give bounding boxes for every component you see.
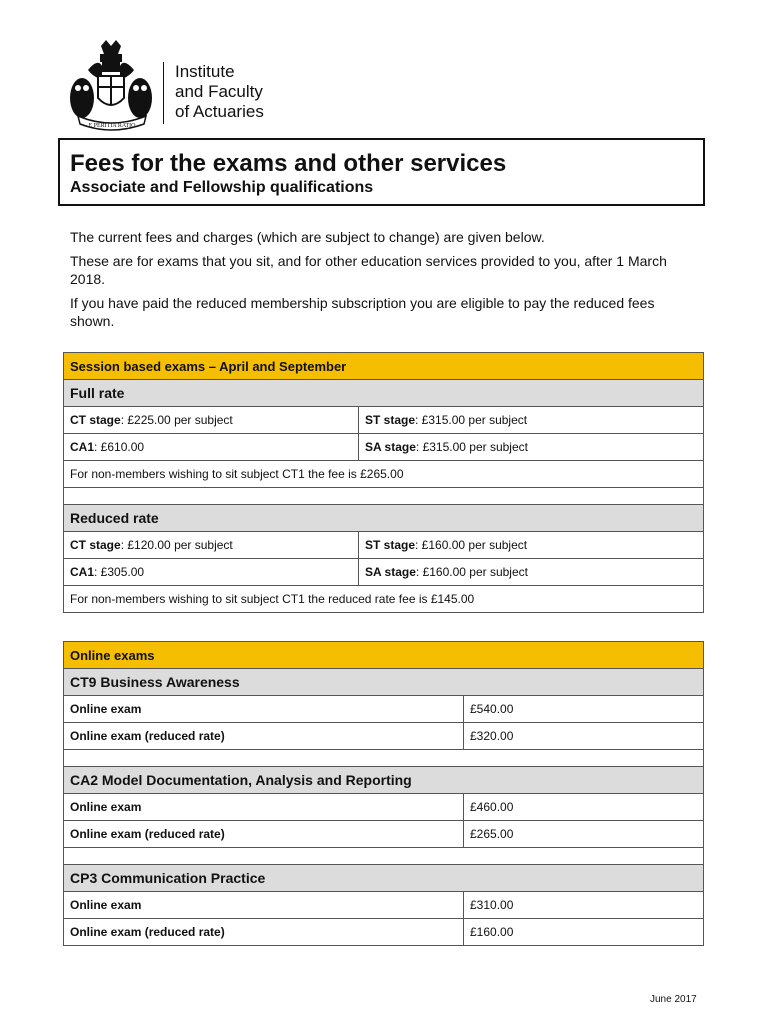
table-row bbox=[64, 586, 704, 613]
fee-label: Online exam (reduced rate) bbox=[64, 821, 464, 848]
logo-divider bbox=[163, 62, 164, 124]
online-exams-table bbox=[63, 641, 704, 946]
fee-value: : £120.00 per subject bbox=[120, 538, 233, 552]
fee-label: CT stage bbox=[70, 538, 121, 552]
fee-cell bbox=[359, 407, 704, 434]
fee-cell bbox=[64, 407, 359, 434]
table-row bbox=[64, 505, 704, 532]
subsection-heading: CP3 Communication Practice bbox=[64, 865, 704, 892]
motto-text: E PERITIA RATIO bbox=[88, 123, 136, 129]
footer-date: June 2017 bbox=[650, 994, 697, 1005]
table-row bbox=[64, 488, 704, 505]
spacer-cell bbox=[64, 750, 704, 767]
table-row bbox=[64, 696, 704, 723]
fee-cell bbox=[359, 559, 704, 586]
fee-cell bbox=[64, 559, 359, 586]
table-row bbox=[64, 669, 704, 696]
table-row bbox=[64, 892, 704, 919]
table-row bbox=[64, 353, 704, 380]
subsection-heading: Reduced rate bbox=[64, 505, 704, 532]
fee-label: CA1 bbox=[70, 565, 95, 579]
fee-cell bbox=[64, 434, 359, 461]
spacer-cell bbox=[64, 848, 704, 865]
page-title: Fees for the exams and other services bbox=[70, 150, 507, 177]
fee-label: Online exam bbox=[64, 892, 464, 919]
table-row bbox=[64, 767, 704, 794]
fee-label: Online exam (reduced rate) bbox=[64, 723, 464, 750]
fee-value: : £305.00 bbox=[94, 565, 145, 579]
fee-label: ST stage bbox=[365, 413, 416, 427]
fee-value: £460.00 bbox=[464, 794, 704, 821]
intro-text bbox=[70, 228, 700, 336]
fee-label: SA stage bbox=[365, 565, 416, 579]
subsection-heading: CA2 Model Documentation, Analysis and Reporting bbox=[64, 767, 704, 794]
table-row bbox=[64, 380, 704, 407]
fee-label: Online exam bbox=[64, 696, 464, 723]
table-row bbox=[64, 750, 704, 767]
coat-of-arms-icon bbox=[68, 40, 158, 132]
page-subtitle: Associate and Fellowship qualifications bbox=[70, 179, 374, 196]
fee-label: CT stage bbox=[70, 413, 121, 427]
session-exams-table bbox=[63, 352, 704, 613]
table-row bbox=[64, 642, 704, 669]
fee-value: £160.00 bbox=[464, 919, 704, 946]
table-row bbox=[64, 532, 704, 559]
fee-label: SA stage bbox=[365, 440, 416, 454]
fee-label: CA1 bbox=[70, 440, 95, 454]
fee-cell bbox=[359, 532, 704, 559]
table-row bbox=[64, 821, 704, 848]
subsection-heading: CT9 Business Awareness bbox=[64, 669, 704, 696]
fee-value: : £160.00 per subject bbox=[415, 565, 528, 579]
fee-value: £540.00 bbox=[464, 696, 704, 723]
section-heading: Online exams bbox=[64, 642, 704, 669]
fee-value: £320.00 bbox=[464, 723, 704, 750]
fee-cell bbox=[64, 532, 359, 559]
fee-label: ST stage bbox=[365, 538, 416, 552]
table-row bbox=[64, 434, 704, 461]
fee-value: : £610.00 bbox=[94, 440, 145, 454]
section-heading: Session based exams – April and September bbox=[64, 353, 704, 380]
table-row bbox=[64, 723, 704, 750]
org-line-1: Institute bbox=[175, 62, 235, 81]
table-row bbox=[64, 559, 704, 586]
fee-value: : £160.00 per subject bbox=[415, 538, 528, 552]
subsection-heading: Full rate bbox=[64, 380, 704, 407]
table-row bbox=[64, 407, 704, 434]
logo bbox=[68, 40, 298, 132]
table-row bbox=[64, 919, 704, 946]
org-name bbox=[175, 62, 264, 122]
fee-note: For non-members wishing to sit subject CT1 the fee is £265.00 bbox=[64, 461, 704, 488]
spacer-cell bbox=[64, 488, 704, 505]
fee-label: Online exam (reduced rate) bbox=[64, 919, 464, 946]
fee-cell bbox=[359, 434, 704, 461]
table-row bbox=[64, 848, 704, 865]
table-row bbox=[64, 794, 704, 821]
org-line-2: and Faculty bbox=[175, 82, 263, 101]
title-box bbox=[58, 138, 705, 206]
fee-value: £310.00 bbox=[464, 892, 704, 919]
intro-paragraph-2: These are for exams that you sit, and for other education services provided to you, after 1 March 2018. bbox=[70, 253, 667, 287]
fee-value: : £315.00 per subject bbox=[415, 440, 528, 454]
org-line-3: of Actuaries bbox=[175, 102, 264, 121]
fee-value: : £225.00 per subject bbox=[120, 413, 233, 427]
fee-value: £265.00 bbox=[464, 821, 704, 848]
fee-label: Online exam bbox=[64, 794, 464, 821]
fee-value: : £315.00 per subject bbox=[415, 413, 528, 427]
intro-paragraph-1: The current fees and charges (which are subject to change) are given below. bbox=[70, 229, 545, 245]
fee-note: For non-members wishing to sit subject CT1 the reduced rate fee is £145.00 bbox=[64, 586, 704, 613]
table-row bbox=[64, 865, 704, 892]
table-row bbox=[64, 461, 704, 488]
intro-paragraph-3: If you have paid the reduced membership subscription you are eligible to pay the reduced fees shown. bbox=[70, 295, 655, 329]
